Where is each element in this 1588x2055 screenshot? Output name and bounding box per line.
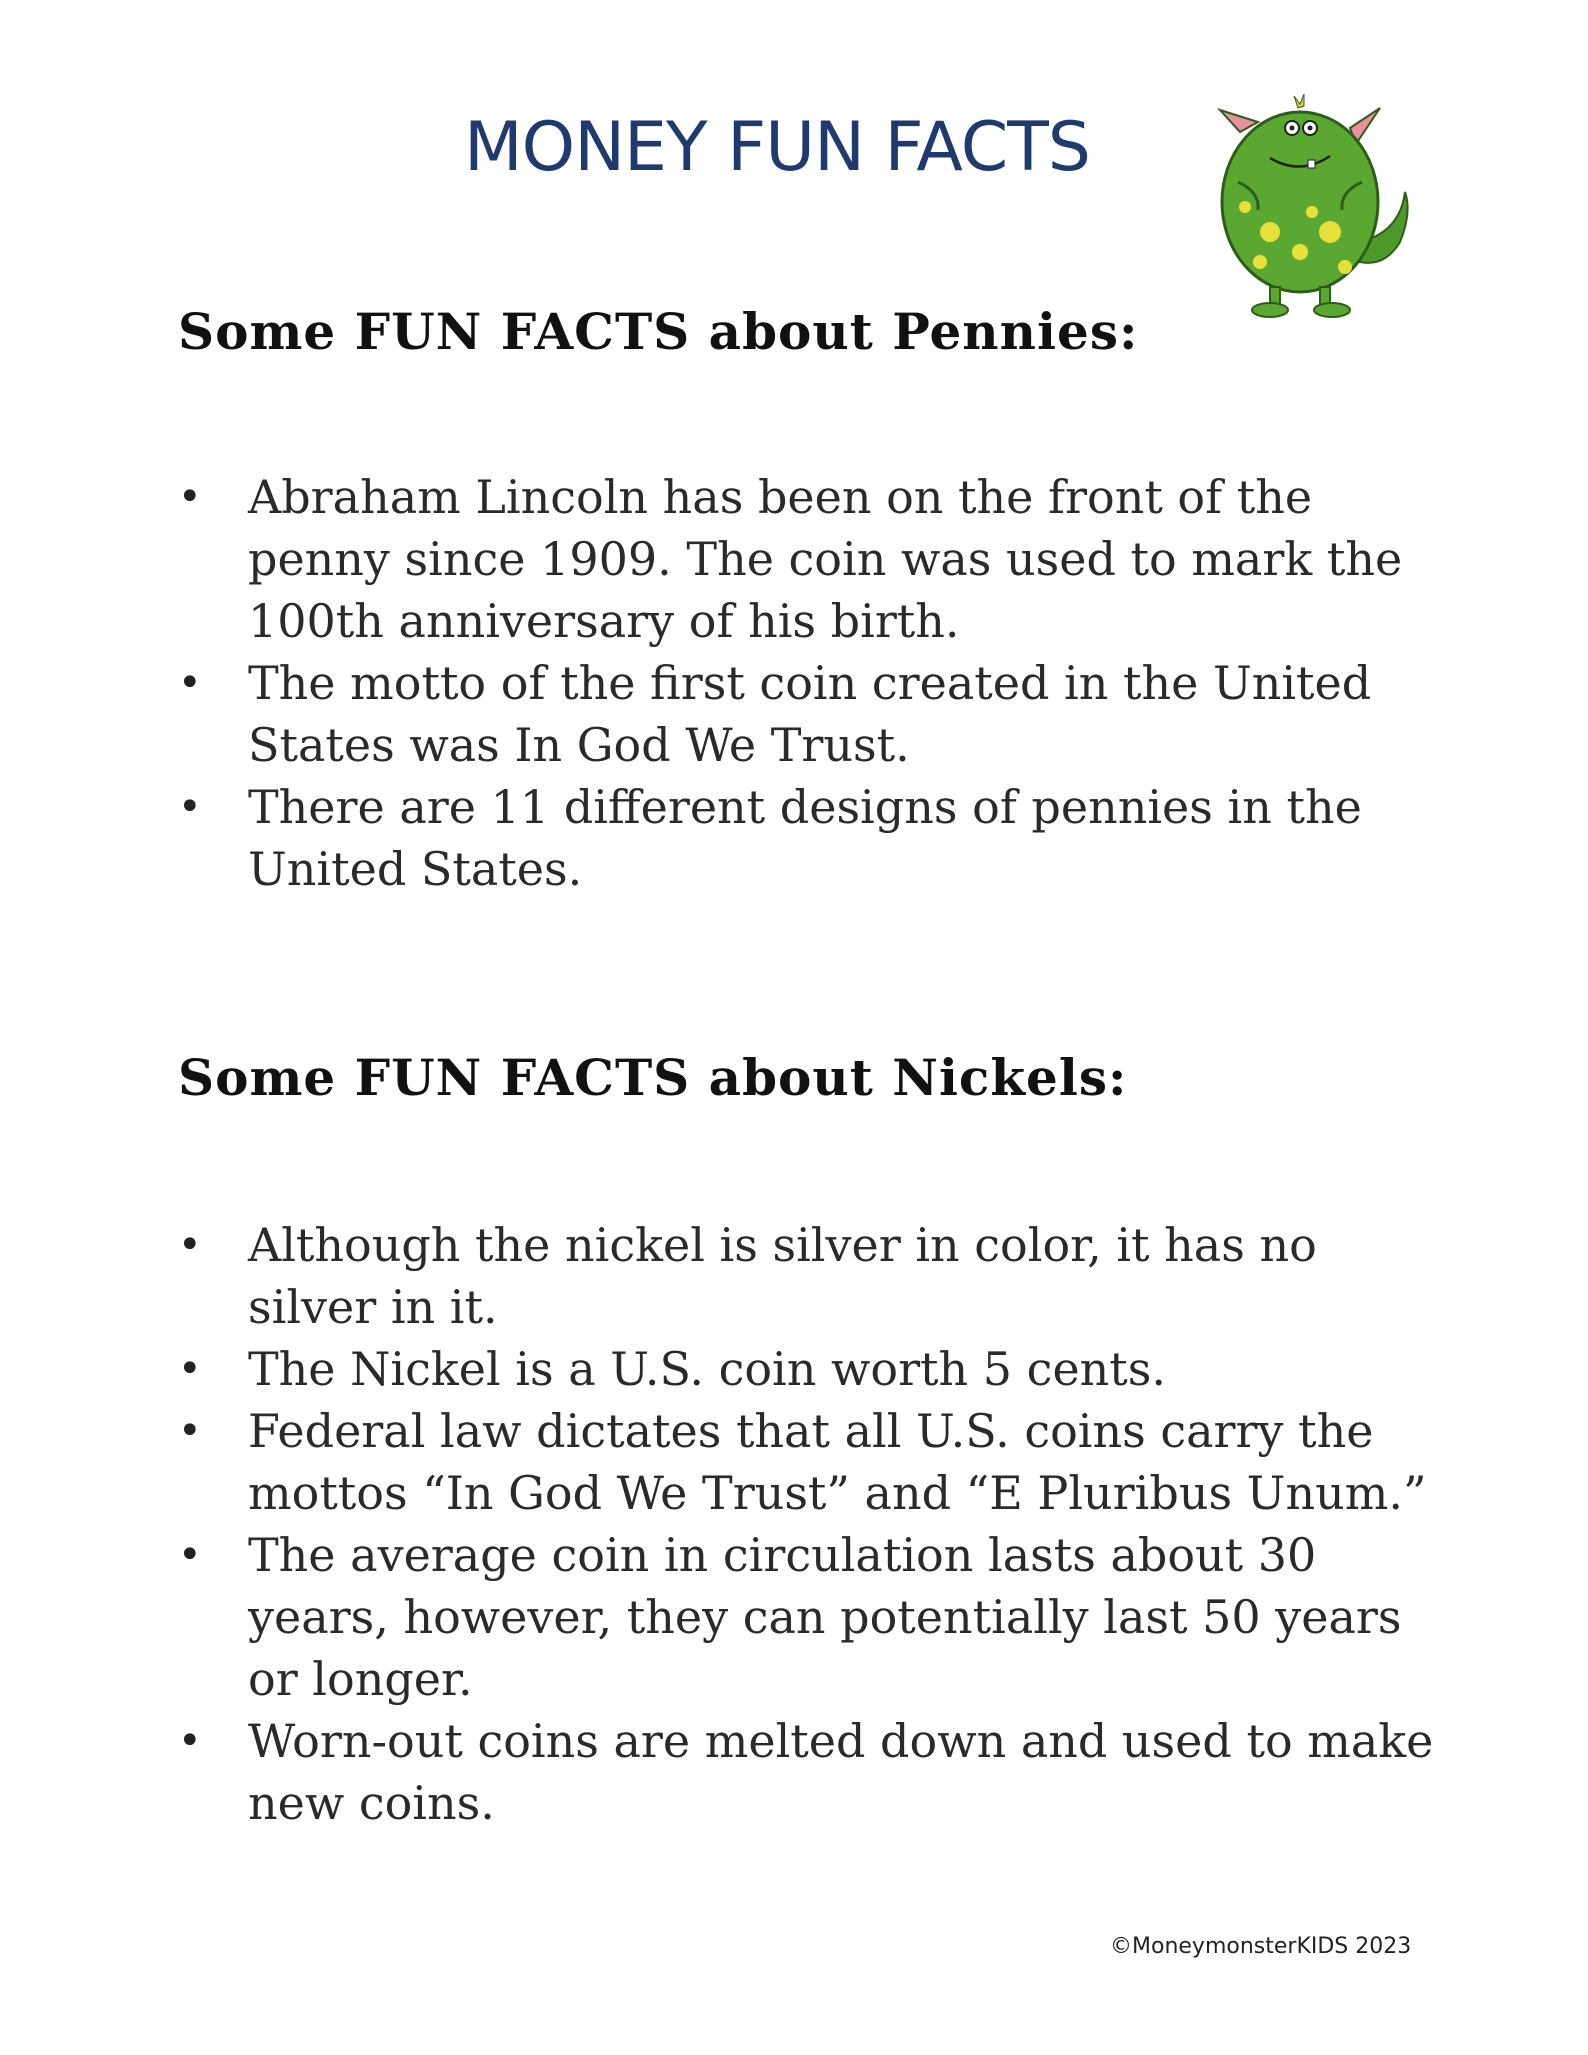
fact-text: Although the nickel is silver in color, it has no silver in it. — [248, 1218, 1317, 1334]
list-item — [178, 652, 1438, 776]
fact-text: There are 11 different designs of pennies in the United States. — [248, 780, 1362, 896]
bullet-icon: • — [178, 1718, 202, 1764]
fact-text: The motto of the first coin created in the United States was In God We Trust. — [248, 656, 1372, 772]
green-monster-illustration — [1200, 92, 1420, 322]
fact-list-pennies — [178, 466, 1438, 900]
list-item — [178, 466, 1438, 652]
bullet-icon: • — [178, 660, 202, 706]
section-heading-pennies: Some FUN FACTS about Pennies: — [178, 302, 1139, 361]
section-heading-nickels: Some FUN FACTS about Nickels: — [178, 1048, 1128, 1107]
bullet-icon: • — [178, 474, 202, 520]
list-item — [178, 776, 1438, 900]
fact-text: The average coin in circulation lasts about 30 years, however, they can potentially last 50 years or longer. — [248, 1528, 1402, 1706]
bullet-icon: • — [178, 1346, 202, 1392]
bullet-icon: • — [178, 1408, 202, 1454]
list-item — [178, 1710, 1438, 1834]
bullet-icon: • — [178, 1532, 202, 1578]
fact-list-nickels — [178, 1214, 1438, 1834]
bullet-icon: • — [178, 1222, 202, 1268]
list-item — [178, 1524, 1438, 1710]
fact-text: Federal law dictates that all U.S. coins carry the mottos “In God We Trust” and “E Pluribus Unum.” — [248, 1404, 1427, 1520]
list-item — [178, 1338, 1438, 1400]
bullet-icon: • — [178, 784, 202, 830]
copyright-notice: ©MoneymonsterKIDS 2023 — [1110, 1934, 1412, 1959]
fact-text: Worn-out coins are melted down and used to make new coins. — [248, 1714, 1434, 1830]
fact-text: Abraham Lincoln has been on the front of the penny since 1909. The coin was used to mark the 100th anniversary of his birth. — [248, 470, 1403, 648]
list-item — [178, 1400, 1438, 1524]
fact-text: The Nickel is a U.S. coin worth 5 cents. — [248, 1342, 1167, 1396]
list-item — [178, 1214, 1438, 1338]
page-title: MONEY FUN FACTS — [464, 108, 1090, 187]
